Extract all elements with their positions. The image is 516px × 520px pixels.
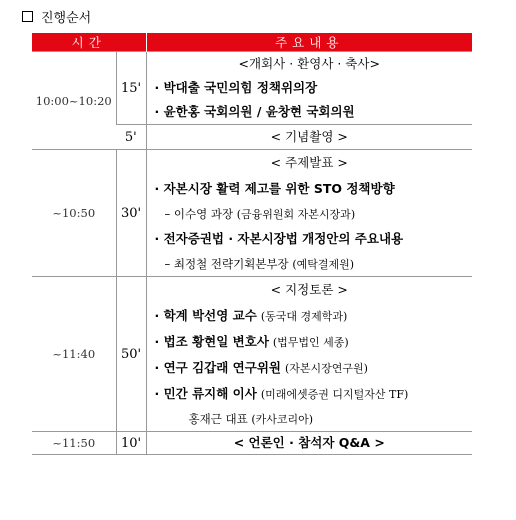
time-cell: ~10:50 bbox=[32, 150, 116, 277]
list-item bbox=[147, 329, 473, 355]
session-title: < 기념촬영 > bbox=[270, 129, 348, 144]
session-title: < 지정토론 > bbox=[270, 282, 348, 297]
duration-cell: 5' bbox=[116, 125, 146, 150]
time-cell: 10:00~10:20 bbox=[32, 52, 116, 150]
content-cell bbox=[146, 52, 472, 125]
table-row bbox=[32, 277, 472, 432]
table-row bbox=[32, 432, 472, 455]
session-title: < 주제발표 > bbox=[270, 155, 348, 170]
content-cell bbox=[146, 125, 472, 150]
duration-cell: 30' bbox=[116, 150, 146, 277]
section-heading bbox=[22, 6, 91, 26]
schedule-table bbox=[32, 33, 472, 455]
affiliation: (카사코리아) bbox=[251, 413, 314, 426]
list-item bbox=[147, 303, 473, 329]
duration-cell: 15' bbox=[116, 52, 146, 125]
content-column-header: 주요내용 bbox=[146, 33, 472, 52]
content-cell bbox=[146, 432, 472, 455]
panelist-name: · 민간 류지해 이사 bbox=[154, 386, 257, 401]
panelist-name: 홍재근 대표 bbox=[188, 412, 248, 426]
table-row bbox=[32, 52, 472, 125]
panelist-name: · 학계 박선영 교수 bbox=[154, 308, 257, 323]
section-heading-text: 진행순서 bbox=[41, 10, 92, 26]
session-title: < 언론인 · 참석자 Q&A > bbox=[233, 435, 385, 450]
speaker-name: – 최정철 전략기획본부장 bbox=[164, 257, 289, 271]
time-cell: ~11:40 bbox=[32, 277, 116, 432]
affiliation: (법무법인 세종) bbox=[272, 336, 349, 349]
speaker-name: – 이수영 과장 bbox=[164, 207, 234, 221]
affiliation: (금융위원회 자본시장과) bbox=[236, 208, 356, 221]
duration-cell: 50' bbox=[116, 277, 146, 432]
panelist-name: · 연구 김갑래 연구위원 bbox=[154, 360, 281, 375]
affiliation: (동국대 경제학과) bbox=[260, 310, 348, 323]
duration-cell: 10' bbox=[116, 432, 146, 455]
content-cell bbox=[146, 277, 472, 432]
time-column-header: 시간 bbox=[32, 33, 146, 52]
list-item bbox=[147, 202, 473, 226]
list-item: · 자본시장 활력 제고를 위한 STO 정책방향 bbox=[154, 181, 395, 196]
affiliation: (미래에셋증권 디지털자산 TF) bbox=[260, 388, 409, 401]
affiliation: (자본시장연구원) bbox=[284, 362, 368, 375]
affiliation: (예탁결제원) bbox=[292, 258, 355, 271]
list-item: · 전자증권법 · 자본시장법 개정안의 주요내용 bbox=[154, 231, 404, 246]
list-item bbox=[147, 355, 473, 381]
content-cell bbox=[146, 150, 472, 277]
table-header-row bbox=[32, 33, 472, 52]
list-item bbox=[147, 407, 473, 431]
list-item: · 박대출 국민의힘 정책위의장 bbox=[154, 80, 318, 95]
panelist-name: · 법조 황현일 변호사 bbox=[154, 334, 269, 349]
list-item: · 윤한홍 국회의원 / 윤창현 국회의원 bbox=[154, 104, 355, 119]
checkbox-icon bbox=[22, 11, 33, 22]
time-cell: ~11:50 bbox=[32, 432, 116, 455]
table-row bbox=[32, 150, 472, 277]
list-item bbox=[147, 252, 473, 276]
session-title: <개회사 · 환영사 · 축사> bbox=[238, 56, 380, 71]
list-item bbox=[147, 381, 473, 407]
